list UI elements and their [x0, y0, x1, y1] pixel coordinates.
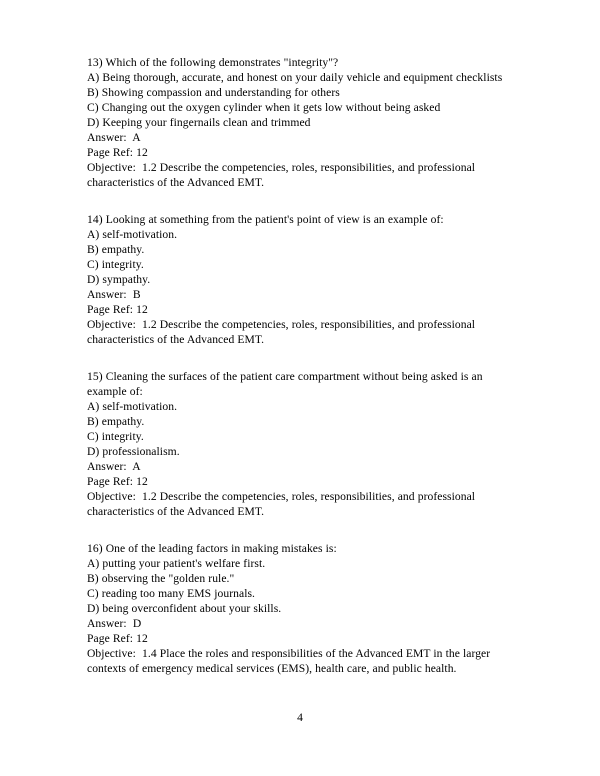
question-option: D) being overconfident about your skills. — [87, 602, 282, 615]
answer-line: Answer: D — [87, 617, 142, 630]
question-option: C) reading too many EMS journals. — [87, 587, 256, 600]
question-option: D) Keeping your fingernails clean and trimmed — [87, 116, 311, 129]
question-option: C) integrity. — [87, 430, 144, 443]
answer-line: Answer: A — [87, 460, 141, 473]
question-block — [87, 55, 515, 190]
question-option: A) self-motivation. — [87, 228, 178, 241]
question-list — [87, 55, 515, 676]
question-option: B) Showing compassion and understanding for others — [87, 86, 340, 99]
page-ref-line: Page Ref: 12 — [87, 475, 148, 488]
question-block — [87, 541, 515, 676]
question-stem: 15) Cleaning the surfaces of the patient care compartment without being asked is an example of: — [87, 370, 486, 398]
page-ref-line: Page Ref: 12 — [87, 146, 148, 159]
question-option: A) Being thorough, accurate, and honest on your daily vehicle and equipment checklists — [87, 71, 503, 84]
question-option: D) professionalism. — [87, 445, 180, 458]
objective-line: Objective: 1.4 Place the roles and responsibilities of the Advanced EMT in the larger contexts of emergency medical services (EMS), health care, and public health. — [87, 647, 494, 675]
question-option: C) integrity. — [87, 258, 144, 271]
question-block — [87, 212, 515, 347]
question-option: D) sympathy. — [87, 273, 151, 286]
question-option: A) putting your patient's welfare first. — [87, 557, 266, 570]
question-option: B) empathy. — [87, 415, 145, 428]
objective-line: Objective: 1.2 Describe the competencies, roles, responsibilities, and professional characteristics of the Advanced EMT. — [87, 490, 479, 518]
objective-line: Objective: 1.2 Describe the competencies, roles, responsibilities, and professional characteristics of the Advanced EMT. — [87, 318, 479, 346]
page-number: 4 — [297, 711, 303, 724]
answer-line: Answer: B — [87, 288, 141, 301]
question-stem: 14) Looking at something from the patient's point of view is an example of: — [87, 213, 444, 226]
question-stem: 16) One of the leading factors in making mistakes is: — [87, 542, 337, 555]
page-ref-line: Page Ref: 12 — [87, 632, 148, 645]
answer-line: Answer: A — [87, 131, 141, 144]
question-option: A) self-motivation. — [87, 400, 178, 413]
question-option: B) empathy. — [87, 243, 145, 256]
objective-line: Objective: 1.2 Describe the competencies, roles, responsibilities, and professional characteristics of the Advanced EMT. — [87, 161, 479, 189]
page-ref-line: Page Ref: 12 — [87, 303, 148, 316]
question-stem: 13) Which of the following demonstrates "integrity"? — [87, 56, 339, 69]
question-option: C) Changing out the oxygen cylinder when it gets low without being asked — [87, 101, 441, 114]
question-block — [87, 369, 515, 519]
question-option: B) observing the "golden rule." — [87, 572, 235, 585]
